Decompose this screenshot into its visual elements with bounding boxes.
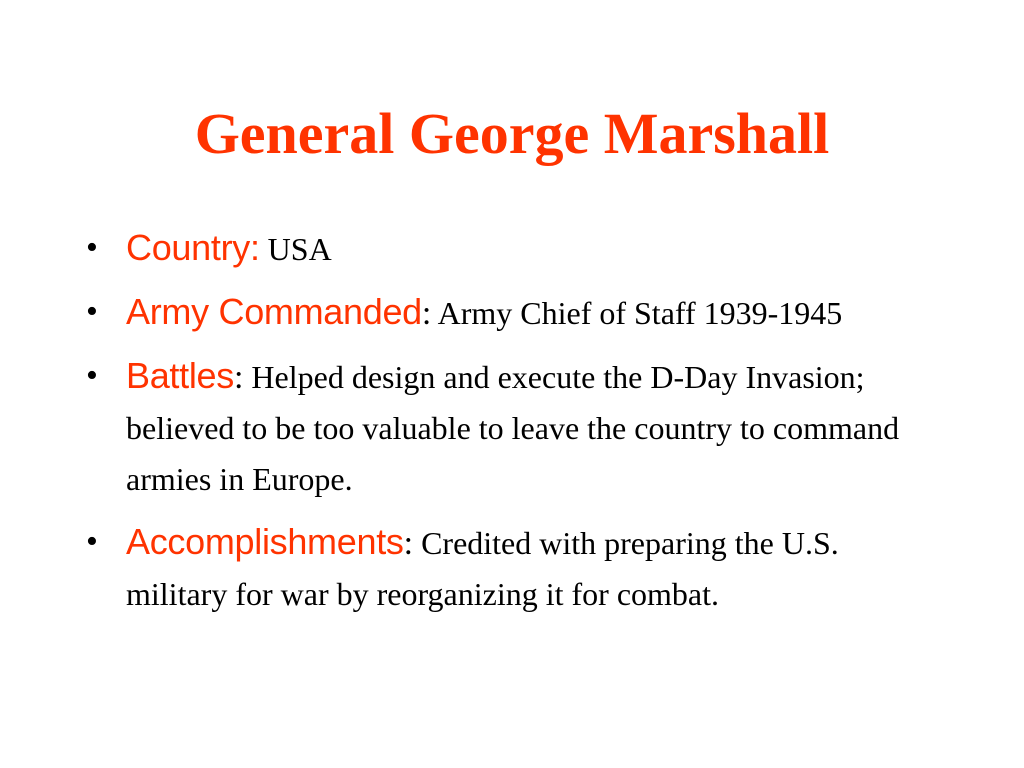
bullet-accomplishments <box>86 520 936 623</box>
bullet-text: Army Chief of Staff 1939-1945 <box>431 295 843 331</box>
bullet-text: Helped design and execute the D-Day Invasion; believed to be too valuable to leave the country to command armies in Europe. <box>126 359 900 497</box>
bullet-list <box>86 226 936 635</box>
bullet-term: Army Commanded <box>126 291 422 332</box>
bullet-marker: • <box>86 229 98 266</box>
bullet-marker: • <box>86 357 98 394</box>
bullet-colon: : <box>233 359 244 396</box>
bullet-army-commanded <box>86 290 936 342</box>
bullet-country <box>86 226 936 278</box>
bullet-text: Credited with preparing the U.S. military for war by reorganizing it for combat. <box>126 525 839 612</box>
bullet-term: Country: <box>126 227 260 268</box>
bullet-colon: : <box>403 525 414 562</box>
bullet-term: Battles <box>126 355 234 396</box>
bullet-colon: : <box>421 295 432 332</box>
bullet-battles <box>86 354 936 508</box>
bullet-marker: • <box>86 523 98 560</box>
slide-title: General George Marshall <box>194 101 830 166</box>
bullet-term: Accomplishments <box>126 521 404 562</box>
bullet-marker: • <box>86 293 98 330</box>
bullet-text: USA <box>259 231 332 267</box>
